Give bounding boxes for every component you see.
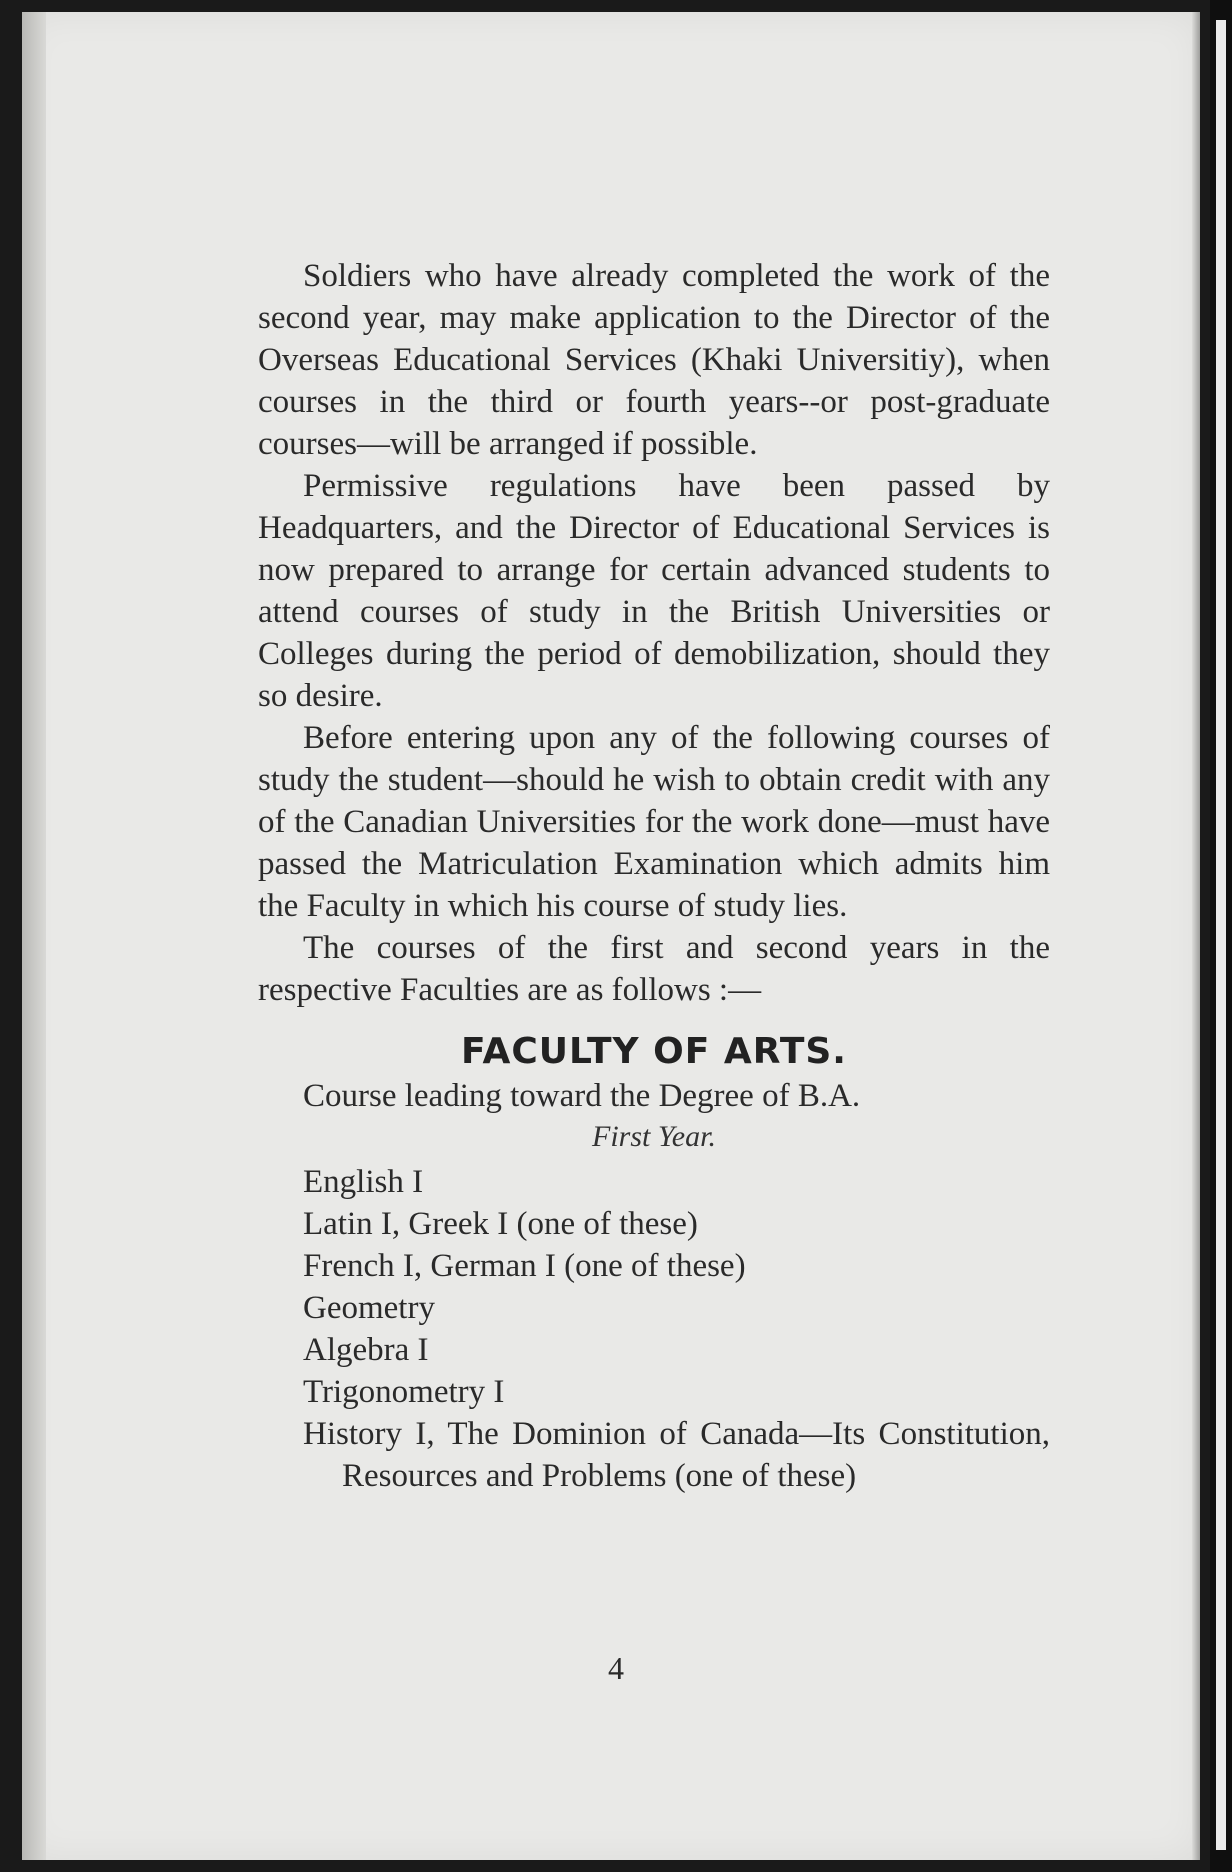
course-item: Latin I, Greek I (one of these) [303,1206,698,1242]
year-label: First Year. [592,1120,716,1153]
page-edge [1192,12,1200,1860]
course-item: English I [303,1164,424,1200]
paragraph-matriculation: Before entering upon any of the following courses of study the student—should he wish to obtain credit with any of the Canadian Universities for the work done—must have passed the Matriculation Examination which admits him the Faculty in which his course of study lies. [258,720,1050,924]
adjacent-page-strip [1216,20,1226,1850]
paragraph-khaki-university: Soldiers who have already completed the work of the second year, may make application to the Director of the Overseas Educational Services (Khaki Universitiy), when courses in the third or fourth years--or post-graduate courses—will be arranged if possible. [258,258,1050,462]
course-item: Algebra I [303,1332,429,1368]
section-heading: FACULTY OF ARTS. [461,1031,847,1072]
page-gutter-shadow [22,12,46,1860]
degree-subheading: Course leading toward the Degree of B.A. [303,1078,861,1114]
adjacent-page-edge [1210,0,1232,1872]
paragraph-permissive-regulations: Permissive regulations have been passed by Headquarters, and the Director of Educational Services is now prepared to arrange for certain advanced students to attend courses of study in the British Universities or Colleges during the period of demobilization, should they so desire. [258,468,1050,714]
course-item: Geometry [303,1290,435,1326]
course-item: History I, The Dominion of Canada—Its Constitution, Resources and Problems (one of these) [303,1416,1050,1494]
course-item: French I, German I (one of these) [303,1248,746,1284]
course-item: Trigonometry I [303,1374,505,1410]
page-number: 4 [608,1650,624,1686]
paragraph-courses-intro: The courses of the first and second years in the respective Faculties are as follows :— [258,930,1050,1008]
page-text-block [258,255,1050,1497]
course-list [258,1161,1050,1497]
